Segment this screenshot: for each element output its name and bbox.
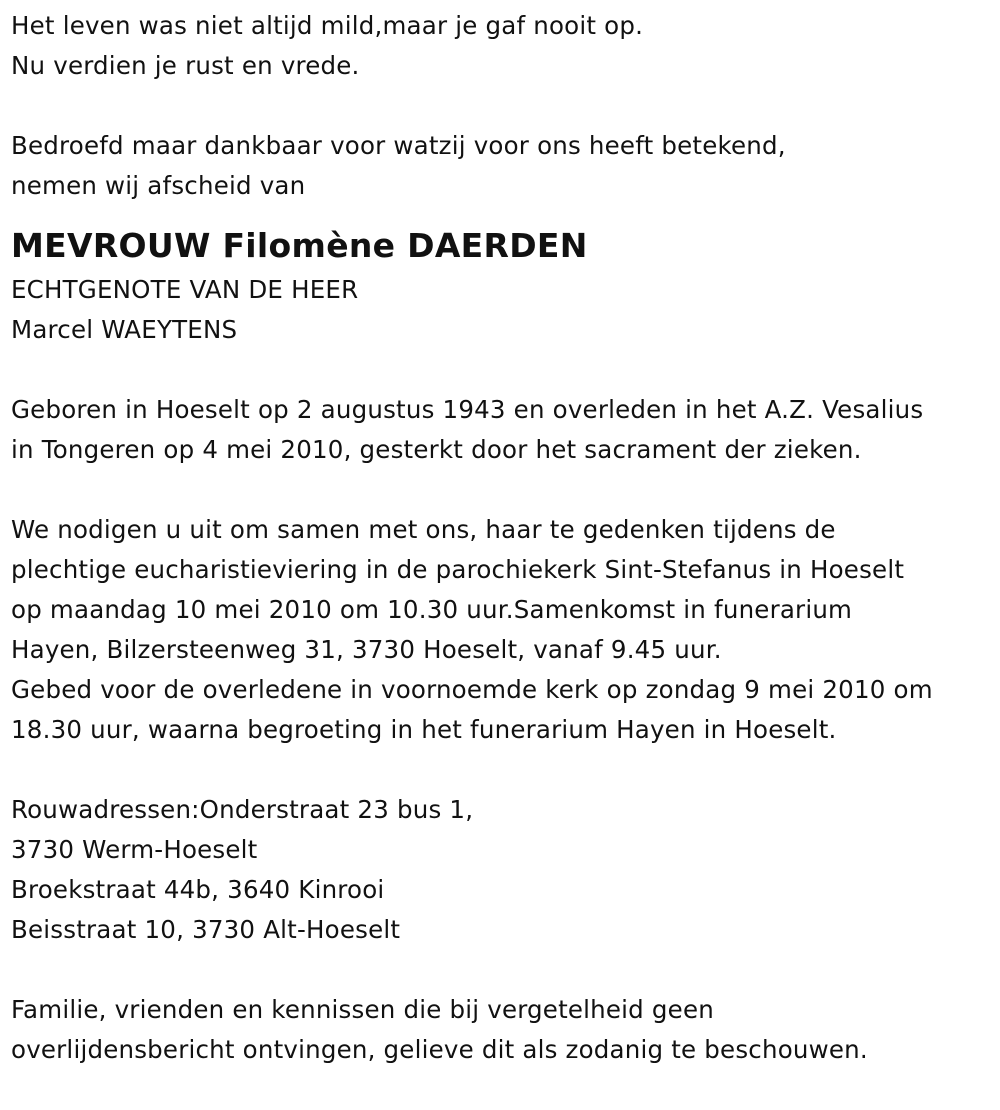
ceremony-section	[11, 510, 996, 750]
ceremony-line: plechtige eucharistieviering in de parochiekerk Sint-Stefanus in Hoeselt	[11, 555, 905, 584]
intro-line: Nu verdien je rust en vrede.	[11, 51, 360, 80]
deceased-name: MEVROUW Filomène DAERDEN	[11, 226, 588, 265]
ceremony-line: 18.30 uur, waarna begroeting in het funerarium Hayen in Hoeselt.	[11, 715, 837, 744]
spacer	[11, 86, 996, 126]
address-line: Rouwadressen:Onderstraat 23 bus 1,	[11, 795, 474, 824]
address-line: 3730 Werm-Hoeselt	[11, 835, 258, 864]
spouse-name: Marcel WAEYTENS	[11, 315, 238, 344]
address-line: Beisstraat 10, 3730 Alt-Hoeselt	[11, 915, 401, 944]
addresses-section	[11, 790, 996, 950]
address-line: Broekstraat 44b, 3640 Kinrooi	[11, 875, 385, 904]
intro-line: Het leven was niet altijd mild,maar je gaf nooit op.	[11, 11, 644, 40]
farewell-line: nemen wij afscheid van	[11, 171, 306, 200]
birth-death-section	[11, 390, 996, 470]
spacer	[11, 470, 996, 510]
birth-death-line: Geboren in Hoeselt op 2 augustus 1943 en overleden in het A.Z. Vesalius	[11, 395, 924, 424]
closing-section	[11, 990, 996, 1070]
spacer	[11, 350, 996, 390]
ceremony-line: We nodigen u uit om samen met ons, haar te gedenken tijdens de	[11, 515, 836, 544]
spacer	[11, 750, 996, 790]
closing-line: Familie, vrienden en kennissen die bij vergetelheid geen	[11, 995, 714, 1024]
intro-section	[11, 6, 996, 86]
relation-line: ECHTGENOTE VAN DE HEER	[11, 275, 359, 304]
closing-line: overlijdensbericht ontvingen, gelieve dit als zodanig te beschouwen.	[11, 1035, 868, 1064]
spacer	[11, 950, 996, 990]
deceased-section	[11, 222, 996, 350]
farewell-line: Bedroefd maar dankbaar voor watzij voor ons heeft betekend,	[11, 131, 786, 160]
birth-death-line: in Tongeren op 4 mei 2010, gesterkt door het sacrament der zieken.	[11, 435, 862, 464]
farewell-section	[11, 126, 996, 206]
obituary-notice	[11, 6, 996, 1070]
ceremony-line: Hayen, Bilzersteenweg 31, 3730 Hoeselt, vanaf 9.45 uur.	[11, 635, 722, 664]
ceremony-line: op maandag 10 mei 2010 om 10.30 uur.Samenkomst in funerarium	[11, 595, 853, 624]
ceremony-line: Gebed voor de overledene in voornoemde kerk op zondag 9 mei 2010 om	[11, 675, 933, 704]
